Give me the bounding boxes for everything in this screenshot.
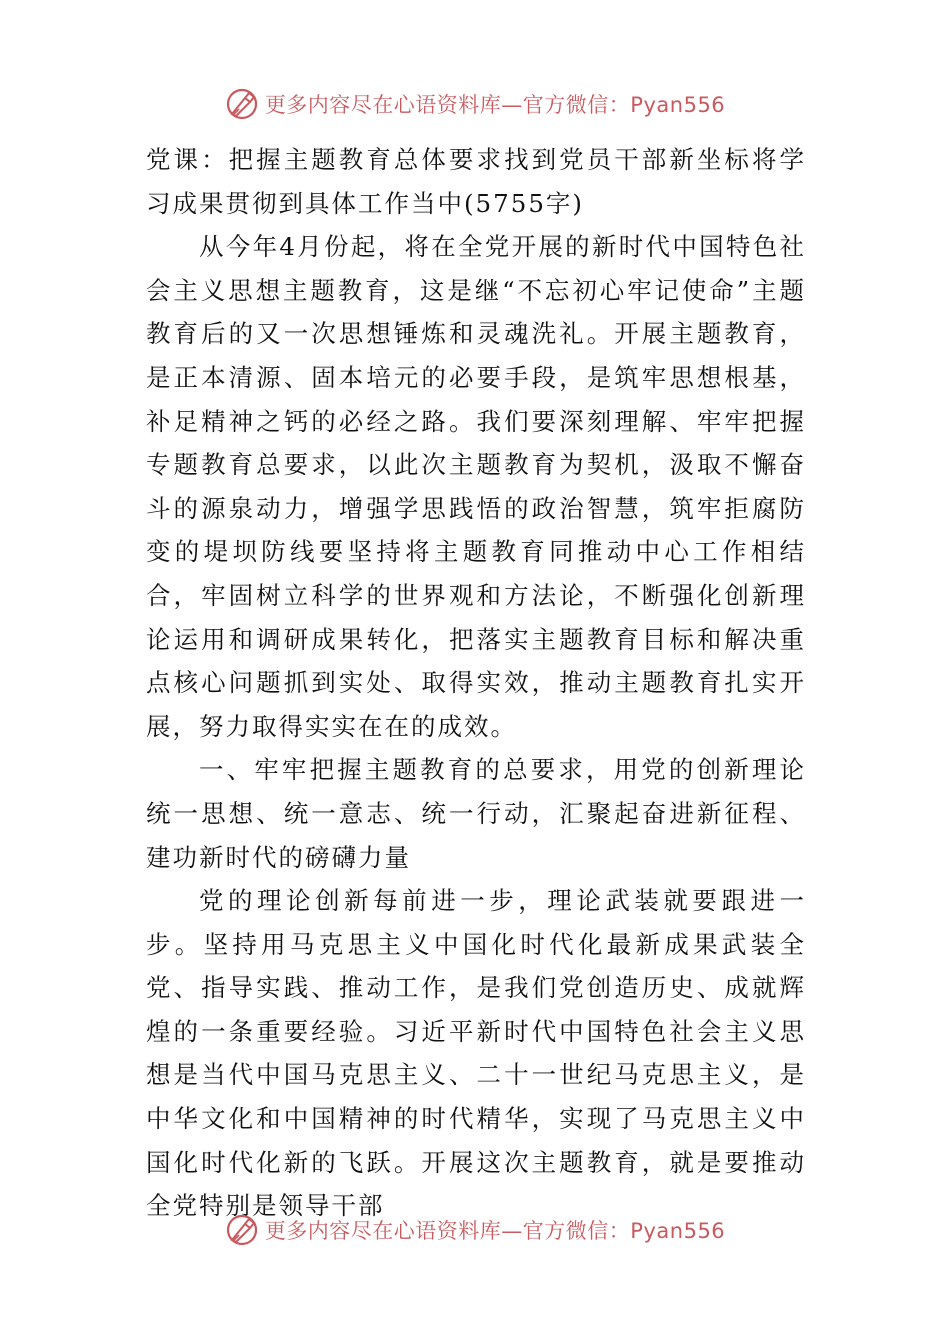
document-body [146,138,806,1228]
watermark-text: 更多内容尽在心语资料库—官方微信：Pyan556 [264,93,726,117]
document-title: 党课：把握主题教育总体要求找到党员干部新坐标将学习成果贯彻到具体工作当中(5755字) [146,145,806,218]
pen-nib-logo-icon [225,87,259,121]
paragraph-section-1: 党的理论创新每前进一步，理论武装就要跟进一步。坚持用马克思主义中国化时代化最新成果武装全党、指导实践、推动工作，是我们党创造历史、成就辉煌的一条重要经验。习近平新时代中国特色社会主义思想是当代中国马克思主义、二十一世纪马克思主义，是中华文化和中国精神的时代精华，实现了马克思主义中国化时代化新的飞跃。开展这次主题教育，就是要推动全党特别是领导干部 [146,886,806,1221]
watermark-banner-top [0,84,950,124]
watermark-text: 更多内容尽在心语资料库—官方微信：Pyan556 [264,1219,726,1243]
paragraph-intro: 从今年4月份起，将在全党开展的新时代中国特色社会主义思想主题教育，这是继“不忘初心牢记使命”主题教育后的又一次思想锤炼和灵魂洗礼。开展主题教育，是正本清源、固本培元的必要手段，是筑牢思想根基，补足精神之钙的必经之路。我们要深刻理解、牢牢把握专题教育总要求，以此次主题教育为契机，汲取不懈奋斗的源泉动力，增强学思践悟的政治智慧，筑牢拒腐防变的堤坝防线要坚持将主题教育同推动中心工作相结合，牢固树立科学的世界观和方法论，不断强化创新理论运用和调研成果转化，把落实主题教育目标和解决重点核心问题抓到实处、取得实效，推动主题教育扎实开展，努力取得实实在在的成效。 [146,232,806,741]
pen-nib-logo-icon [225,1213,259,1247]
section-heading-1: 一、牢牢把握主题教育的总要求，用党的创新理论统一思想、统一意志、统一行动，汇聚起奋进新征程、建功新时代的磅礴力量 [146,755,806,872]
watermark-banner-bottom [0,1210,950,1250]
